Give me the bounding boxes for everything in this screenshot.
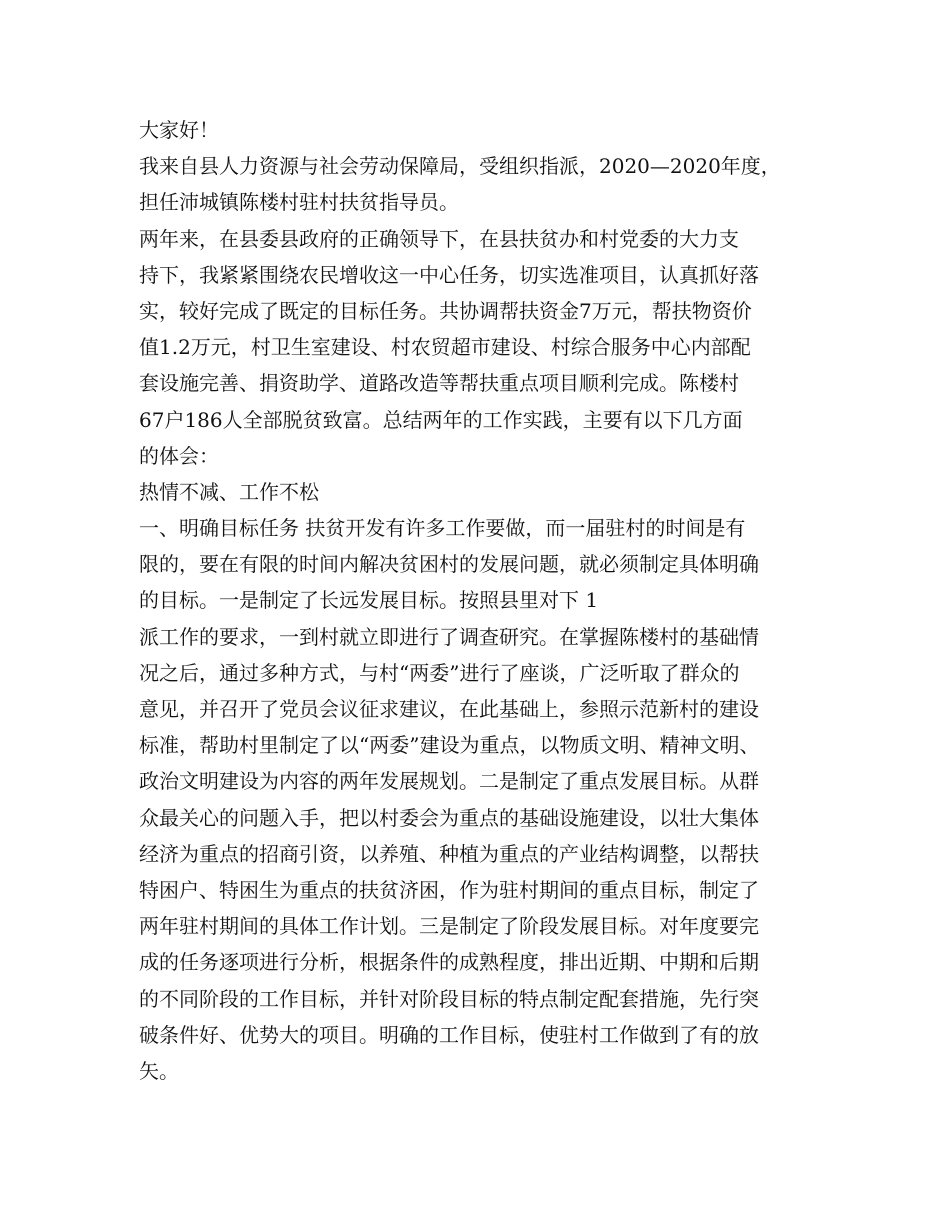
text-line: 破条件好、优势大的项目。明确的工作目标，使驻村工作做到了有的放: [139, 1022, 759, 1047]
text-line: 政治文明建设为内容的两年发展规划。二是制定了重点发展目标。从群: [139, 769, 759, 794]
text-line: 特困户、特困生为重点的扶贫济困，作为驻村期间的重点目标，制定了: [139, 877, 759, 902]
text-line: 派工作的要求，一到村就立即进行了调查研究。在掌握陈楼村的基础情: [139, 624, 759, 649]
text-line: 经济为重点的招商引资，以养殖、种植为重点的产业结构调整，以帮扶: [139, 841, 759, 866]
text-line: 我来自县人力资源与社会劳动保障局，受组织指派，2020—2020年度，: [139, 154, 781, 179]
text-line: 大家好！: [139, 118, 219, 142]
text-line: 值1.2万元，村卫生室建设、村农贸超市建设、村综合服务中心内部配: [139, 335, 751, 360]
text-line: 矢。: [139, 1058, 179, 1083]
text-line: 成的任务逐项进行分析，根据条件的成熟程度，排出近期、中期和后期: [139, 950, 759, 975]
text-line: 持下，我紧紧围绕农民增收这一中心任务，切实选准项目，认真抓好落: [139, 262, 759, 287]
text-line: 一、明确目标任务 扶贫开发有许多工作要做，而一届驻村的时间是有: [139, 516, 746, 541]
text-line: 众最关心的问题入手，把以村委会为重点的基础设施建设，以壮大集体: [139, 805, 759, 830]
text-line: 限的，要在有限的时间内解决贫困村的发展问题，就必须制定具体明确: [139, 552, 759, 577]
text-line: 标准，帮助村里制定了以“两委”建设为重点，以物质文明、精神文明、: [139, 733, 760, 758]
text-line: 67户186人全部脱贫致富。总结两年的工作实践，主要有以下几方面: [139, 407, 743, 432]
text-line: 两年驻村期间的具体工作计划。三是制定了阶段发展目标。对年度要完: [139, 914, 759, 939]
text-line: 担任沛城镇陈楼村驻村扶贫指导员。: [139, 190, 459, 215]
text-line: 的体会：: [139, 443, 219, 468]
text-line: 两年来，在县委县政府的正确领导下，在县扶贫办和村党委的大力支: [139, 226, 739, 251]
text-line: 热情不减、工作不松: [139, 479, 319, 504]
text-line: 实，较好完成了既定的目标任务。共协调帮扶资金7万元，帮扶物资价: [139, 298, 752, 323]
text-line: 意见，并召开了党员会议征求建议，在此基础上，参照示范新村的建设: [139, 697, 759, 721]
text-line: 的目标。一是制定了长远发展目标。按照县里对下 1: [139, 588, 599, 613]
text-line: 况之后，通过多种方式，与村“两委”进行了座谈，广泛听取了群众的: [139, 660, 740, 685]
document-body: [139, 112, 839, 1089]
text-line: 的不同阶段的工作目标，并针对阶段目标的特点制定配套措施，先行突: [139, 986, 759, 1011]
text-line: 套设施完善、捐资助学、道路改造等帮扶重点项目顺利完成。陈楼村: [139, 371, 739, 396]
